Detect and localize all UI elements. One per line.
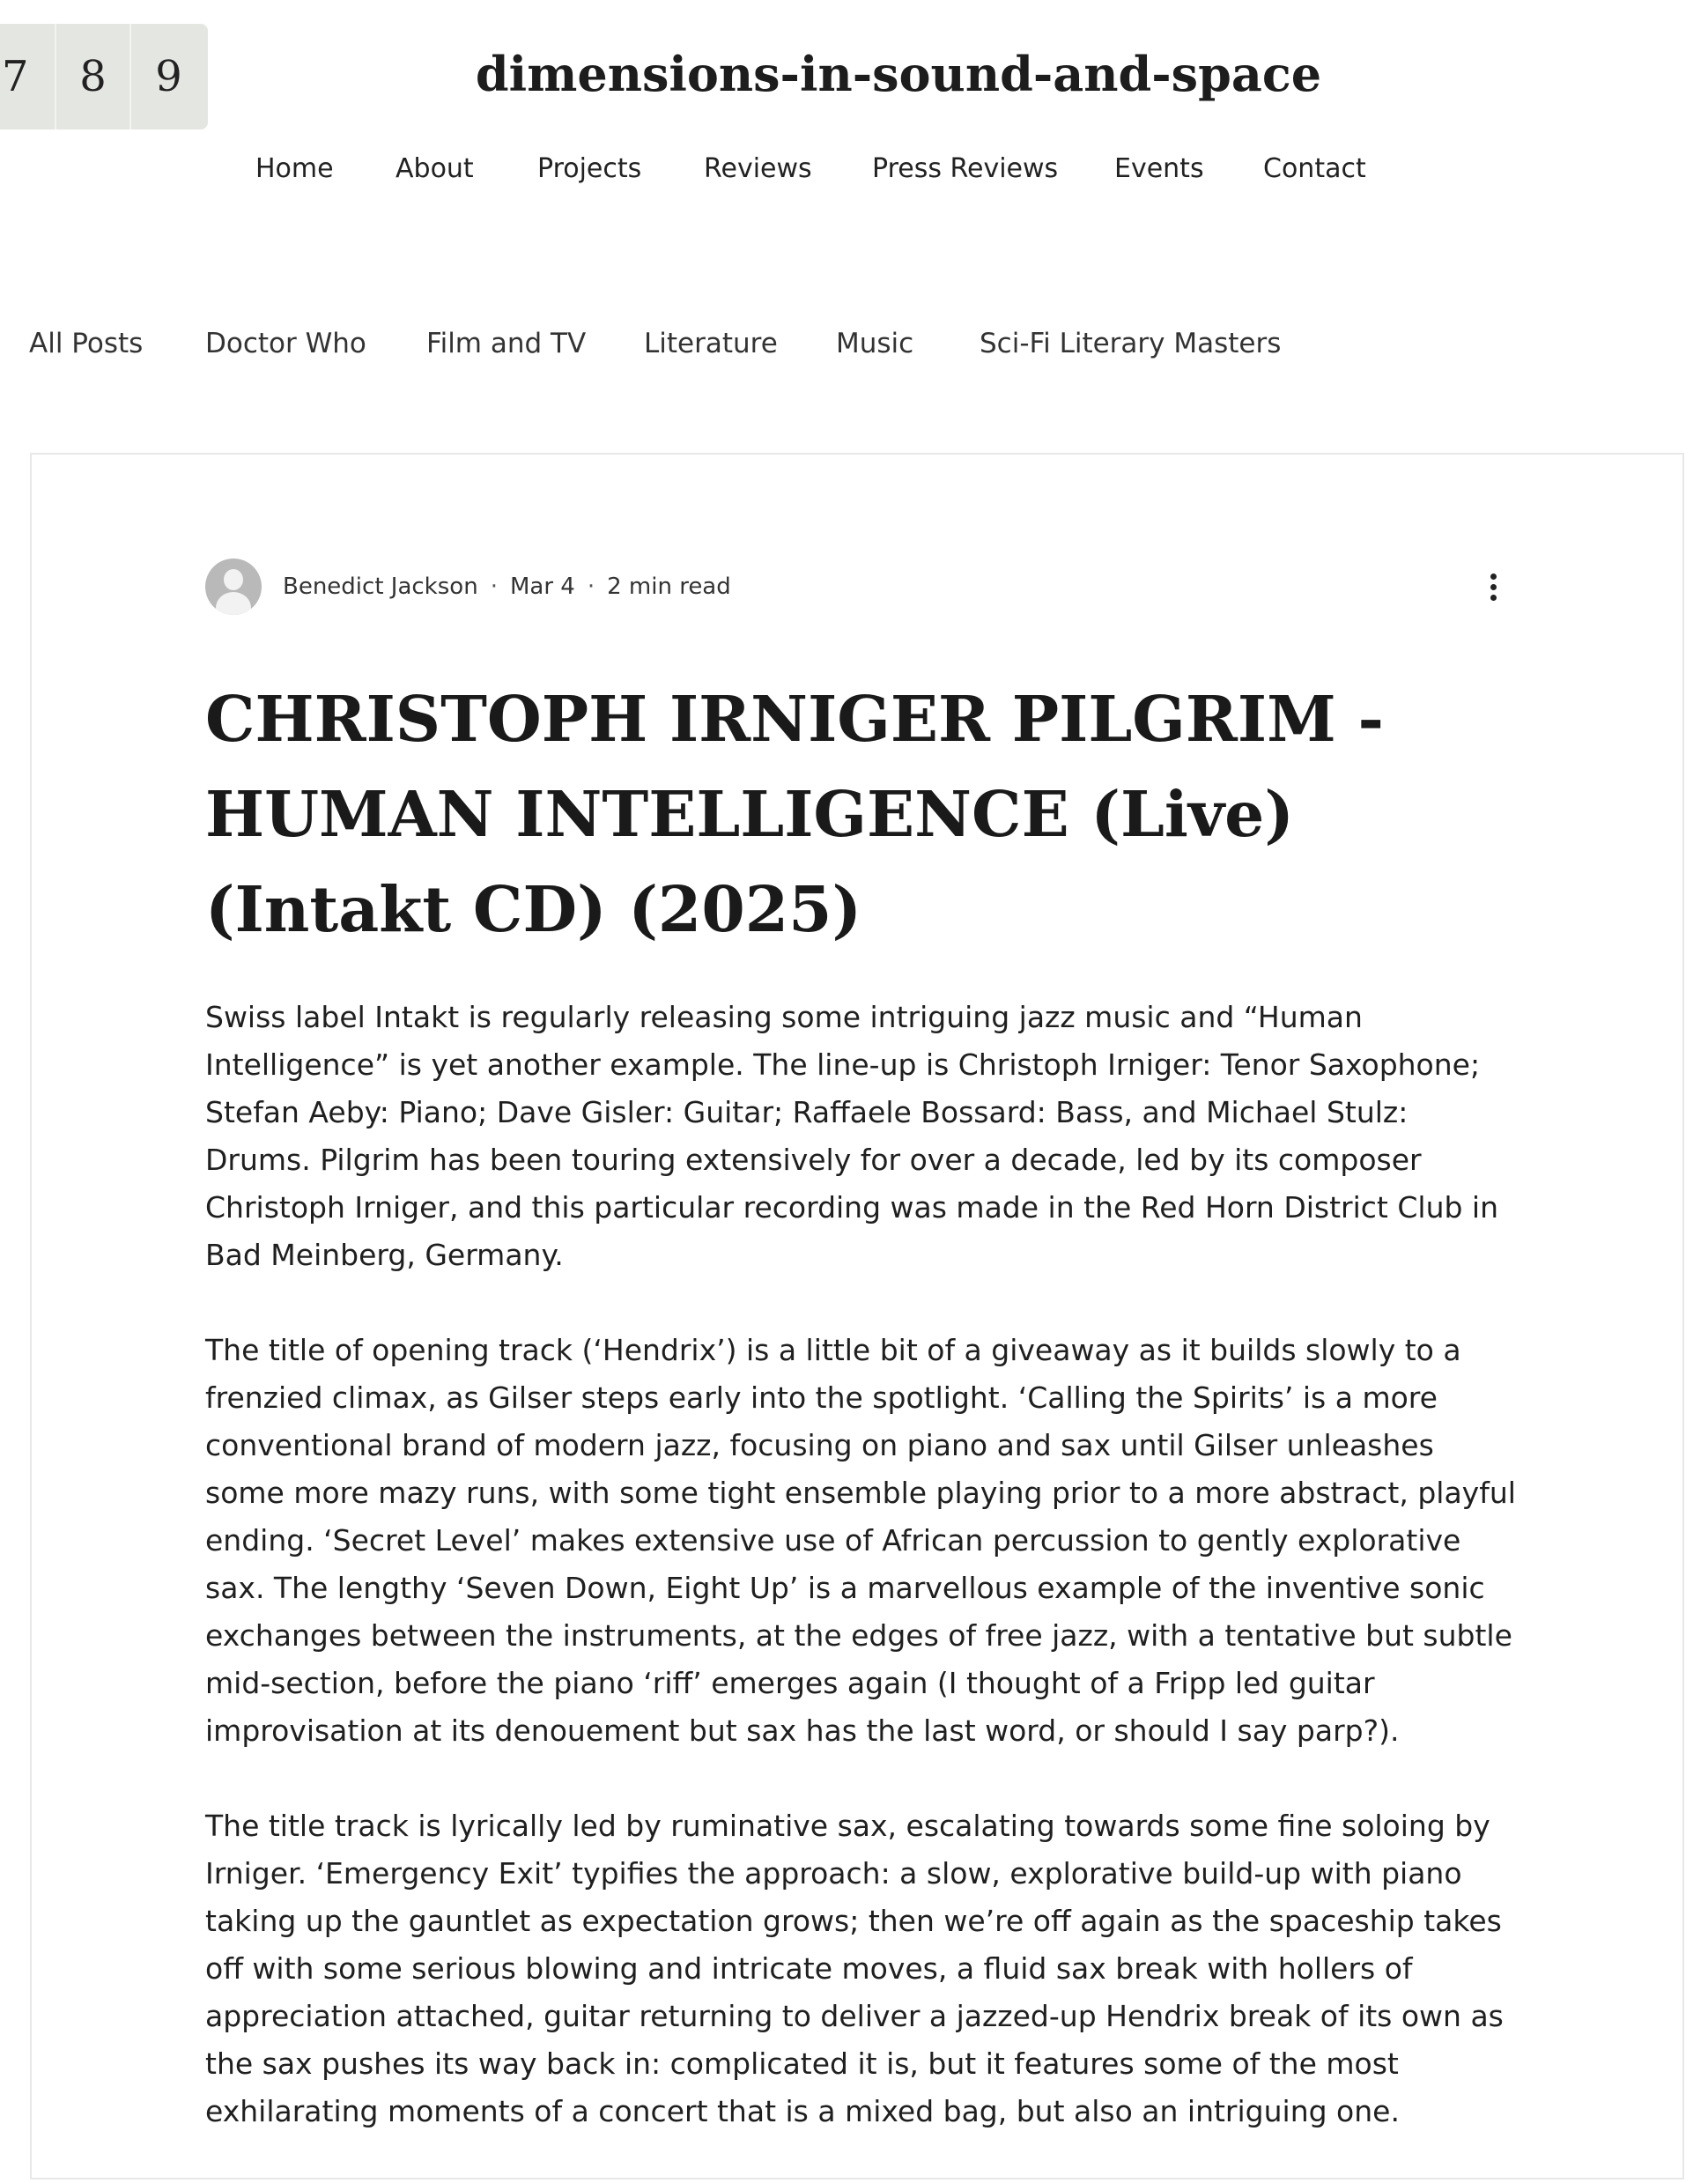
category-sci-fi-literary-masters[interactable]: Sci-Fi Literary Masters [980,328,1282,359]
category-film-and-tv[interactable]: Film and TV [426,328,587,359]
category-music[interactable]: Music [836,328,914,359]
counter-digit: 8 [56,24,131,130]
more-dot [1490,595,1497,601]
category-nav [0,328,1708,366]
avatar-head-shape [224,569,243,590]
post-paragraph: Swiss label Intakt is regularly releasing some intriguing jazz music and “Human Intelligence” is yet another example. The line-up is Christoph Irniger: Tenor Saxophone; Stefan Aeby: Piano; Dave Gisler: Guitar; Raffaele Bossard: Bass, and Michael Stulz: Drums. Pilgrim has been touring extensively for over a decade, led by its composer Christoph Irniger, and this particular recording was made in the Red Horn District Club in Bad Meinberg, Germany. [205,1000,1499,1272]
category-literature[interactable]: Literature [644,328,778,359]
nav-home[interactable]: Home [255,153,334,184]
counter-digit: 9 [155,52,182,101]
post-paragraph: The title track is lyrically led by ruminative sax, escalating towards some fine soloing by Irniger. ‘Emergency Exit’ typifies the approach: a slow, explorative build-up with piano taking up the gauntlet as expectation grows; then we’re off again as the spaceship takes off with some serious blowing and intricate moves, a fluid sax break with hollers of appreciation attached, guitar returning to deliver a jazzed-up Hendrix break of its own as the sax pushes its way back in: complicated it is, but it features some of the most exhilarating moments of a concert that is a mixed bag, but also an intriguing one. [205,1809,1504,2128]
category-all-posts[interactable]: All Posts [29,328,144,359]
meta-separator: · [490,574,498,600]
avatar-body-shape [216,592,251,615]
more-actions-icon[interactable] [1480,569,1506,604]
meta-separator: · [587,574,595,600]
post-paragraph: The title of opening track (‘Hendrix’) is a little bit of a giveaway as it builds slowly to a frenzied climax, as Gilser steps early into the spotlight. ‘Calling the Spirits’ is a more conventional brand of modern jazz, focusing on piano and sax until Gilser unleashes some more mazy runs, with some tight ensemble playing prior to a more abstract, playful ending. ‘Secret Level’ makes extensive use of African percussion to gently explorative sax. The lengthy ‘Seven Down, Eight Up’ is a marvellous example of the inventive sonic exchanges between the instruments, at the edges of free jazz, with a tentative but subtle mid-section, before the piano ‘riff’ emerges again (I thought of a Fripp led guitar improvisation at its denouement but sax has the last word, or should I say parp?). [205,1333,1516,1748]
post-body [205,994,1518,2183]
post-meta [205,559,731,615]
read-time: 2 min read [607,574,731,600]
counter-digit: 7 [0,24,56,130]
more-dot [1490,574,1497,580]
main-nav [0,153,1708,192]
author-avatar[interactable] [205,559,262,615]
author-name[interactable]: Benedict Jackson [283,574,478,600]
post-title: CHRISTOPH IRNIGER PILGRIM - HUMAN INTELLIGENCE (Live) (Intakt CD) (2025) [205,682,1384,946]
nav-projects[interactable]: Projects [537,153,642,184]
nav-contact[interactable]: Contact [1263,153,1366,184]
nav-about[interactable]: About [396,153,474,184]
more-dot [1490,584,1497,590]
post-date: Mar 4 [509,574,575,600]
nav-events[interactable]: Events [1114,153,1204,184]
nav-reviews[interactable]: Reviews [704,153,812,184]
site-title[interactable]: dimensions-in-sound-and-space [475,46,1322,102]
nav-press-reviews[interactable]: Press Reviews [872,153,1059,184]
category-doctor-who[interactable]: Doctor Who [205,328,366,359]
